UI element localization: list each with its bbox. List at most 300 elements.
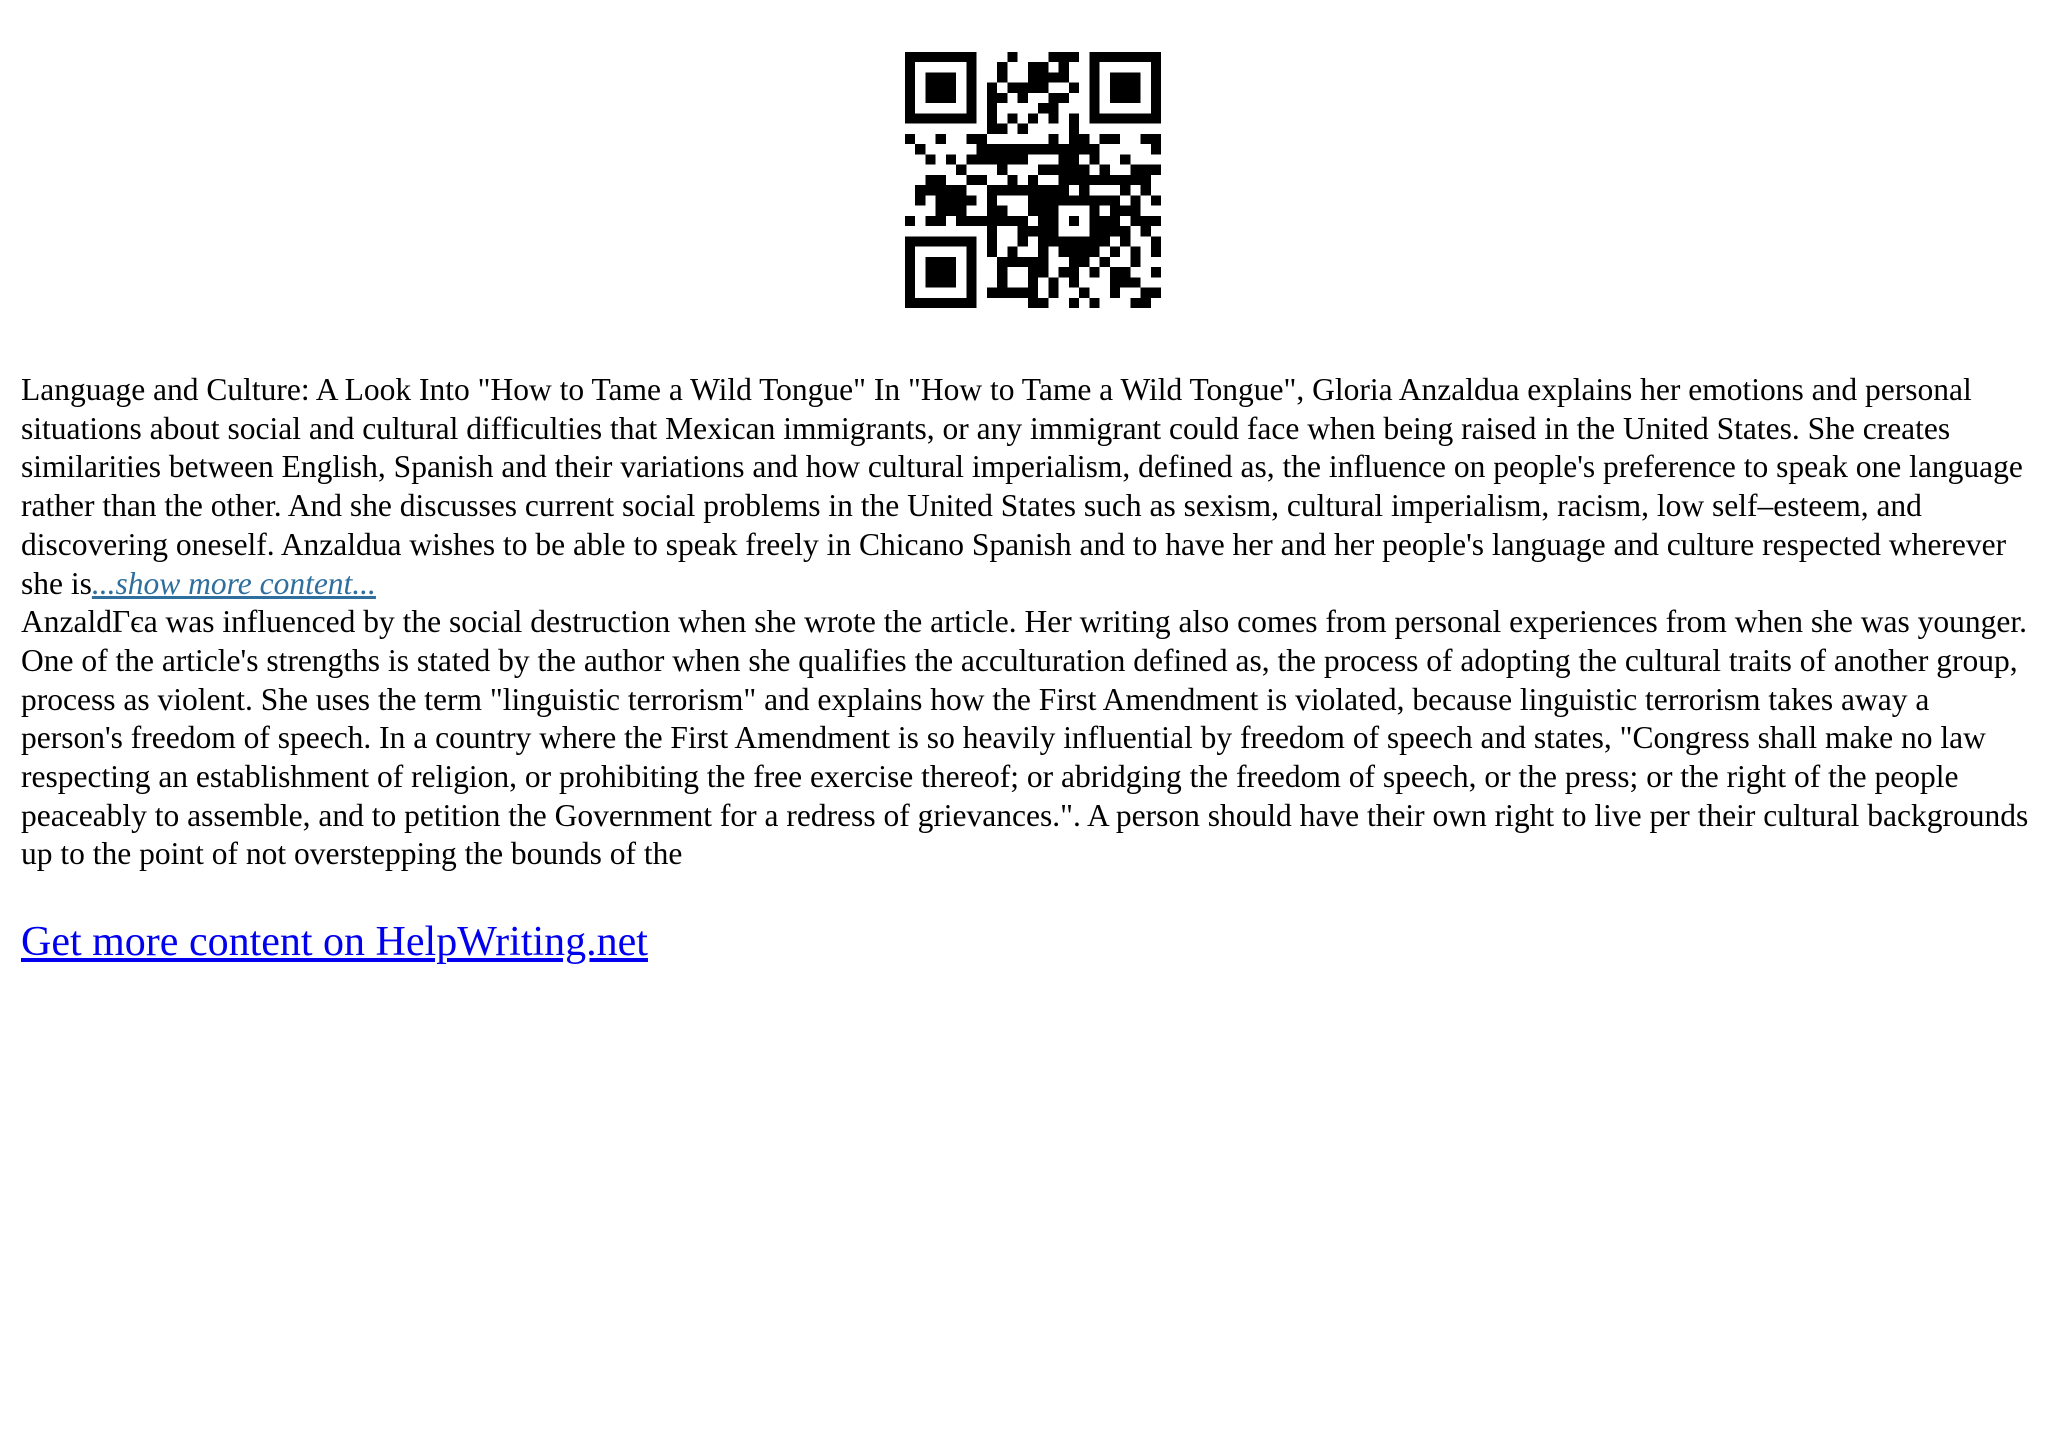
qr-module (1048, 226, 1058, 236)
qr-module (1007, 52, 1017, 62)
qr-module (966, 83, 976, 93)
qr-module (936, 195, 946, 205)
qr-module (1141, 288, 1151, 298)
qr-module (987, 113, 997, 123)
qr-module (905, 72, 915, 82)
qr-module (1069, 257, 1079, 267)
qr-module (946, 185, 956, 195)
qr-module (1079, 195, 1089, 205)
qr-module (1110, 52, 1120, 62)
qr-module (966, 134, 976, 144)
qr-module (1141, 185, 1151, 195)
paragraph-intro-text: Language and Culture: A Look Into "How to Tame a Wild Tongue" In "How to Tame a Wild Tongue", Gloria Anzaldua explains her emotions and personal situations about social and cultural difficulties that Mexican immigrants, or any immigrant could face when being raised in the United States. She creates similarities between English, Spanish and their variations and how cultural imperialism, defined as, the influence on people's preference to speak one language rather than the other. And she discusses current social problems in the United States such as sexism, cultural imperialism, racism, low self–esteem, and discovering oneself. Anzaldua wishes to be able to speak freely in Chicano Spanish and to have her and her people's language and culture respected wherever she is (21, 372, 2023, 601)
qr-module (1038, 298, 1048, 308)
qr-module (1151, 216, 1161, 226)
qr-module (1069, 236, 1079, 246)
qr-module (1059, 52, 1069, 62)
qr-module (1100, 236, 1110, 246)
qr-module (936, 185, 946, 195)
qr-module (1089, 175, 1099, 185)
qr-module (925, 154, 935, 164)
qr-module (956, 236, 966, 246)
qr-module (1110, 72, 1120, 82)
qr-module (1130, 216, 1140, 226)
qr-module (925, 267, 935, 277)
qr-module (987, 236, 997, 246)
qr-module (1151, 236, 1161, 246)
qr-module (1141, 175, 1151, 185)
qr-module (1038, 165, 1048, 175)
qr-module (1089, 226, 1099, 236)
qr-module (1120, 52, 1130, 62)
qr-module (936, 206, 946, 216)
qr-module (1048, 288, 1058, 298)
qr-module (1069, 52, 1079, 62)
qr-module (997, 62, 1007, 72)
qr-module (1100, 195, 1110, 205)
qr-module (1110, 93, 1120, 103)
qr-module (1048, 216, 1058, 226)
qr-module (915, 298, 925, 308)
qr-module (1028, 175, 1038, 185)
qr-module (946, 154, 956, 164)
qr-module (925, 93, 935, 103)
qr-module (1130, 72, 1140, 82)
qr-module (987, 154, 997, 164)
qr-module (1151, 134, 1161, 144)
qr-module (1130, 93, 1140, 103)
qr-module (1028, 288, 1038, 298)
qr-module (1038, 103, 1048, 113)
qr-module (987, 93, 997, 103)
qr-module (1100, 165, 1110, 175)
qr-module (1151, 113, 1161, 123)
qr-module (915, 185, 925, 195)
qr-module (1151, 165, 1161, 175)
qr-module (1100, 52, 1110, 62)
qr-module (956, 195, 966, 205)
qr-module (1120, 236, 1130, 246)
show-more-link[interactable]: ...show more content... (91, 565, 376, 601)
qr-module (1100, 216, 1110, 226)
qr-module (966, 62, 976, 72)
qr-module (1048, 134, 1058, 144)
qr-module (966, 154, 976, 164)
qr-module (1130, 247, 1140, 257)
qr-module (1038, 247, 1048, 257)
qr-module (1018, 226, 1028, 236)
qr-module (1100, 113, 1110, 123)
qr-module (1120, 154, 1130, 164)
qr-module (1048, 206, 1058, 216)
qr-module (1079, 247, 1089, 257)
qr-module (987, 247, 997, 257)
qr-module (966, 113, 976, 123)
qr-module (1018, 154, 1028, 164)
qr-module (1069, 277, 1079, 287)
qr-module (1151, 52, 1161, 62)
qr-module (1110, 113, 1120, 123)
qr-module (1038, 236, 1048, 246)
qr-module (1048, 103, 1058, 113)
qr-module (1141, 52, 1151, 62)
qr-code-graphic (905, 52, 1161, 308)
qr-module (905, 134, 915, 144)
qr-module (1151, 62, 1161, 72)
qr-module (1079, 165, 1089, 175)
qr-module (1110, 134, 1120, 144)
qr-module (1048, 52, 1058, 62)
qr-module (997, 154, 1007, 164)
qr-module (1079, 134, 1089, 144)
qr-module (925, 236, 935, 246)
qr-module (1048, 72, 1058, 82)
qr-module (1089, 62, 1099, 72)
qr-module (1110, 195, 1120, 205)
qr-module (1100, 134, 1110, 144)
qr-module (1069, 165, 1079, 175)
paragraph-body: AnzaldΓєa was influenced by the social destruction when she wrote the article. Her writing also comes from personal experiences from when she was younger. One of the article's strengths is stated by the author when she qualifies the acculturation defined as, the process of adopting the cultural traits of another group, process as violent. She uses the term "linguistic terrorism" and explains how the First Amendment is violated, because linguistic terrorism takes away a person's freedom of speech. In a country where the First Amendment is so heavily influential by freedom of speech and states, "Congress shall make no law respecting an establishment of religion, or prohibiting the free exercise thereof; or abridging the freedom of speech, or the press; or the right of the people peaceably to assemble, and to petition the Government for a redress of grievances.". A person should have their own right to live per their cultural backgrounds up to the point of not overstepping the bounds of the (21, 604, 2029, 872)
qr-module (925, 185, 935, 195)
qr-module (1069, 134, 1079, 144)
qr-module (1028, 195, 1038, 205)
qr-module (1120, 185, 1130, 195)
qr-module (1151, 103, 1161, 113)
qr-module (925, 257, 935, 267)
qr-module (1038, 72, 1048, 82)
qr-module (1018, 83, 1028, 93)
qr-module (915, 195, 925, 205)
qr-module (1069, 154, 1079, 164)
qr-module (987, 144, 997, 154)
qr-module (905, 247, 915, 257)
qr-module (1018, 124, 1028, 134)
qr-module (1089, 154, 1099, 164)
qr-module (1007, 216, 1017, 226)
qr-module (997, 216, 1007, 226)
qr-module (1079, 257, 1089, 267)
qr-module (946, 257, 956, 267)
qr-module (977, 216, 987, 226)
qr-module (1038, 216, 1048, 226)
qr-module (1038, 62, 1048, 72)
qr-module (1089, 216, 1099, 226)
qr-module (1110, 288, 1120, 298)
qr-module (1028, 206, 1038, 216)
qr-module (905, 257, 915, 267)
qr-module (1151, 267, 1161, 277)
qr-module (1089, 267, 1099, 277)
qr-module (1141, 165, 1151, 175)
qr-module (1089, 195, 1099, 205)
qr-module (1120, 83, 1130, 93)
qr-module (1110, 226, 1120, 236)
qr-module (1007, 247, 1017, 257)
qr-module (977, 154, 987, 164)
promo-link[interactable]: Get more content on HelpWriting.net (21, 919, 648, 965)
qr-module (1028, 72, 1038, 82)
qr-module (936, 277, 946, 287)
qr-module (905, 62, 915, 72)
qr-module (1079, 288, 1089, 298)
qr-module (1038, 206, 1048, 216)
qr-module (966, 72, 976, 82)
qr-module (915, 236, 925, 246)
qr-module (1028, 226, 1038, 236)
qr-module (1069, 267, 1079, 277)
qr-module (1048, 277, 1058, 287)
qr-module (997, 267, 1007, 277)
qr-module (1028, 113, 1038, 123)
qr-module (1089, 103, 1099, 113)
qr-module (1079, 144, 1089, 154)
qr-module (956, 216, 966, 226)
qr-module (1007, 185, 1017, 195)
qr-module (997, 165, 1007, 175)
qr-module (1089, 247, 1099, 257)
qr-module (1130, 195, 1140, 205)
qr-module (1028, 277, 1038, 287)
qr-module (1059, 247, 1069, 257)
qr-module (1018, 144, 1028, 154)
qr-code-icon (905, 52, 1161, 308)
document-body (21, 371, 2031, 874)
qr-module (1120, 93, 1130, 103)
qr-module (1120, 277, 1130, 287)
qr-module (1110, 175, 1120, 185)
qr-module (1151, 195, 1161, 205)
qr-module (1018, 185, 1028, 195)
qr-module (905, 236, 915, 246)
qr-module (1007, 154, 1017, 164)
qr-module (1059, 154, 1069, 164)
qr-module (925, 216, 935, 226)
qr-module (1069, 124, 1079, 134)
qr-module (1089, 144, 1099, 154)
qr-module (1048, 236, 1058, 246)
qr-module (956, 185, 966, 195)
qr-module (1151, 144, 1161, 154)
qr-module (997, 72, 1007, 82)
qr-module (956, 206, 966, 216)
qr-module (1038, 144, 1048, 154)
qr-module (1141, 298, 1151, 308)
qr-module (905, 288, 915, 298)
qr-module (936, 134, 946, 144)
qr-module (1018, 236, 1028, 246)
qr-module (925, 113, 935, 123)
qr-module (925, 277, 935, 287)
qr-module (997, 93, 1007, 103)
qr-module (1151, 288, 1161, 298)
qr-module (1038, 83, 1048, 93)
qr-module (936, 298, 946, 308)
qr-module (1038, 267, 1048, 277)
qr-module (1069, 83, 1079, 93)
qr-module (946, 267, 956, 277)
qr-module (1120, 226, 1130, 236)
qr-module (966, 236, 976, 246)
qr-module (1069, 175, 1079, 185)
qr-module (966, 247, 976, 257)
qr-module (997, 206, 1007, 216)
qr-module (997, 288, 1007, 298)
qr-module (1079, 185, 1089, 195)
qr-module (925, 175, 935, 185)
qr-module (1059, 195, 1069, 205)
qr-module (1069, 247, 1079, 257)
qr-module (925, 72, 935, 82)
qr-module (1069, 298, 1079, 308)
qr-module (1110, 206, 1120, 216)
qr-module (946, 236, 956, 246)
qr-module (966, 195, 976, 205)
qr-module (1151, 83, 1161, 93)
qr-module (1007, 288, 1017, 298)
qr-module (1007, 113, 1017, 123)
qr-module (977, 134, 987, 144)
qr-module (966, 277, 976, 287)
qr-module (936, 236, 946, 246)
qr-module (1130, 113, 1140, 123)
qr-module (1120, 175, 1130, 185)
qr-module (1141, 134, 1151, 144)
qr-module (1028, 144, 1038, 154)
qr-module (1007, 83, 1017, 93)
qr-module (1100, 175, 1110, 185)
qr-module (1048, 185, 1058, 195)
qr-module (1028, 267, 1038, 277)
qr-module (966, 267, 976, 277)
qr-module (1059, 144, 1069, 154)
qr-module (1100, 226, 1110, 236)
qr-module (1048, 144, 1058, 154)
qr-module (987, 288, 997, 298)
qr-module (1089, 52, 1099, 62)
qr-module (936, 52, 946, 62)
qr-module (987, 124, 997, 134)
qr-module (1089, 236, 1099, 246)
qr-module (1130, 298, 1140, 308)
qr-module (1059, 175, 1069, 185)
qr-module (987, 185, 997, 195)
qr-module (1089, 72, 1099, 82)
qr-module (946, 195, 956, 205)
qr-module (1130, 206, 1140, 216)
qr-module (956, 52, 966, 62)
qr-module (1038, 226, 1048, 236)
qr-module (936, 216, 946, 226)
qr-module (946, 206, 956, 216)
qr-module (946, 52, 956, 62)
qr-module (1059, 267, 1069, 277)
qr-module (936, 83, 946, 93)
qr-module (1110, 277, 1120, 287)
qr-module (1048, 93, 1058, 103)
qr-module (1141, 113, 1151, 123)
qr-module (966, 103, 976, 113)
qr-module (1059, 72, 1069, 82)
qr-module (966, 288, 976, 298)
qr-module (1130, 257, 1140, 267)
qr-module (946, 113, 956, 123)
qr-module (946, 93, 956, 103)
qr-module (1100, 257, 1110, 267)
qr-module (1007, 175, 1017, 185)
qr-module (946, 277, 956, 287)
qr-module (966, 257, 976, 267)
qr-module (1120, 113, 1130, 123)
qr-module (1141, 226, 1151, 236)
qr-module (1007, 144, 1017, 154)
qr-module (1130, 52, 1140, 62)
qr-module (1069, 195, 1079, 205)
qr-module (987, 103, 997, 113)
qr-module (1110, 216, 1120, 226)
qr-module (905, 216, 915, 226)
qr-module (936, 175, 946, 185)
qr-module (1089, 93, 1099, 103)
qr-module (946, 298, 956, 308)
qr-module (936, 93, 946, 103)
qr-module (997, 144, 1007, 154)
qr-module (1110, 247, 1120, 257)
qr-module (966, 216, 976, 226)
qr-module (915, 52, 925, 62)
qr-module (905, 267, 915, 277)
qr-module (905, 103, 915, 113)
qr-module (956, 298, 966, 308)
qr-module (997, 277, 1007, 287)
qr-module (936, 257, 946, 267)
qr-module (1059, 185, 1069, 195)
qr-module (966, 52, 976, 62)
qr-module (956, 113, 966, 123)
qr-module (1007, 257, 1017, 267)
qr-module (956, 165, 966, 175)
qr-module (905, 93, 915, 103)
qr-module (1130, 277, 1140, 287)
paragraph-intro (21, 371, 2031, 603)
qr-module (966, 175, 976, 185)
qr-module (987, 206, 997, 216)
qr-module (1089, 206, 1099, 216)
qr-module (1028, 185, 1038, 195)
qr-module (997, 257, 1007, 267)
qr-module (925, 298, 935, 308)
qr-module (977, 144, 987, 154)
qr-module (1038, 257, 1048, 267)
qr-module (1059, 93, 1069, 103)
qr-module (1110, 267, 1120, 277)
qr-module (1079, 236, 1089, 246)
qr-module (1110, 83, 1120, 93)
qr-module (1048, 165, 1058, 175)
qr-module (1018, 288, 1028, 298)
qr-module (1120, 72, 1130, 82)
qr-module (905, 277, 915, 287)
qr-module (966, 298, 976, 308)
qr-module (1059, 62, 1069, 72)
qr-module (936, 113, 946, 123)
qr-module (1130, 83, 1140, 93)
qr-module (1079, 175, 1089, 185)
qr-module (1018, 257, 1028, 267)
qr-module (936, 267, 946, 277)
qr-module (1028, 298, 1038, 308)
qr-module (946, 72, 956, 82)
qr-module (925, 52, 935, 62)
